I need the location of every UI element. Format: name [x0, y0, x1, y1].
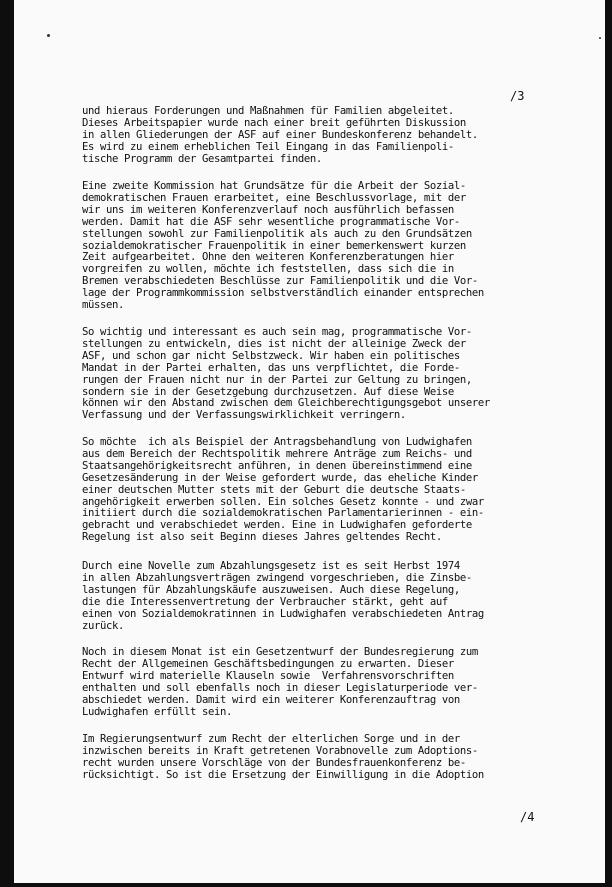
text-line: stellungen sowohl zur Familienpolitik als auch zu den Grundsätzen [82, 227, 472, 240]
text-line: demokratischen Frauen erarbeitet, eine Beschlussvorlage, mit der [82, 191, 466, 204]
text-line: Entwurf wird materielle Klauseln sowie Verfahrensvorschriften [82, 669, 454, 682]
text-line: Gesetzesänderung in der Weise gefordert wurde, das eheliche Kinder [82, 471, 478, 484]
paragraph [82, 181, 574, 312]
paragraph [82, 647, 574, 718]
scan-speck [47, 34, 50, 37]
text-line: in allen Abzahlungsverträgen zwingend vorgeschrieben, die Zinsbe- [82, 571, 472, 584]
scan-edge-bottom [0, 883, 612, 887]
text-line: Regelung ist also seit Beginn dieses Jahres geltendes Recht. [82, 531, 442, 544]
text-line: Dieses Arbeitspapier wurde nach einer breit geführten Diskussion [82, 116, 466, 129]
text-line: angehörigkeit erwerben sollen. Ein solches Gesetz konnte - und zwar [82, 495, 484, 508]
text-line: aus dem Bereich der Rechtspolitik mehrere Anträge zum Reichs- und [82, 447, 472, 460]
text-line: So möchte ich als Beispiel der Antragsbehandlung von Ludwighafen [82, 436, 472, 448]
text-line: Im Regierungsentwurf zum Recht der elterlichen Sorge und in der [82, 733, 460, 745]
text-line: Verfassung und der Verfassungswirklichkeit verringern. [82, 409, 406, 422]
text-line: Es wird zu einem erheblichen Teil Eingang in das Familienpoli- [82, 140, 454, 153]
text-line: ASF, und schon gar nicht Selbstzweck. Wir haben ein politisches [82, 349, 460, 362]
text-line: sondern sie in der Gesetzgebung durchzusetzen. Auf diese Weise [82, 385, 454, 398]
scan-speck [599, 37, 601, 39]
text-line: inzwischen bereits in Kraft getretenen Vorabnovelle zum Adoptions- [82, 744, 478, 757]
paragraph [82, 106, 574, 166]
paragraph [82, 734, 574, 782]
text-line: können wir den Abstand zwischen dem Gleichberechtigungsgebot unserer [82, 397, 490, 410]
text-line: enthalten und soll ebenfalls noch in dieser Legislaturperiode ver- [82, 681, 478, 694]
text-line: Mandat in der Partei erhalten, das uns verpflichtet, die Forde- [82, 361, 460, 374]
text-line: einen von Sozialdemokratinnen in Ludwighafen verabschiedeten Antrag [82, 607, 484, 620]
scan-edge-left [0, 0, 14, 887]
text-line: werden. Damit hat die ASF sehr wesentliche programmatische Vor- [82, 215, 460, 228]
text-line: in allen Gliederungen der ASF auf einer Bundeskonferenz behandelt. [82, 128, 478, 141]
text-line: Recht der Allgemeinen Geschäftsbedingungen zu erwarten. Dieser [82, 657, 454, 670]
text-line: Bremen verabschiedeten Beschlüsse zur Familienpolitik und die Vor- [82, 275, 478, 288]
text-line: und hieraus Forderungen und Maßnahmen für Familien abgeleitet. [82, 105, 454, 117]
paragraph [82, 561, 574, 632]
scan-edge-right [605, 0, 612, 887]
text-line: zurück. [82, 619, 124, 632]
text-line: lastungen für Abzahlungskäufe auszuweisen. Auch diese Regelung, [82, 583, 460, 596]
text-line: Staatsangehörigkeitsrecht anführen, in denen übereinstimmend eine [82, 459, 472, 472]
text-line: einer deutschen Mutter stets mit der Geburt die deutsche Staats- [82, 483, 466, 496]
text-line: müssen. [82, 299, 124, 312]
text-line: die die Interessenvertretung der Verbraucher stärkt, geht auf [82, 595, 448, 608]
page-number-bottom: /4 [520, 810, 535, 824]
text-line: abschiedet werden. Damit wird ein weiterer Konferenzauftrag von [82, 693, 460, 706]
text-line: sozialdemokratischer Frauenpolitik in einer bemerkenswert kurzen [82, 239, 466, 252]
text-line: Zeit aufgearbeitet. Ohne den weiteren Konferenzberatungen hier [82, 251, 454, 264]
text-line: rungen der Frauen nicht nur in der Partei zur Geltung zu bringen, [82, 373, 472, 386]
text-line: Noch in diesem Monat ist ein Gesetzentwurf der Bundesregierung zum [82, 646, 478, 658]
paragraph [82, 327, 574, 422]
page-number-top: /3 [510, 89, 525, 103]
text-line: initiiert durch die sozialdemokratischen Parlamentarierinnen - ein- [82, 507, 484, 520]
text-line: recht wurden unsere Vorschläge von der Bundesfrauenkonferenz be- [82, 756, 466, 769]
text-line: Ludwighafen erfüllt sein. [82, 705, 232, 718]
text-line: Durch eine Novelle zum Abzahlungsgesetz ist es seit Herbst 1974 [82, 560, 460, 572]
text-line: rücksichtigt. So ist die Ersetzung der Einwilligung in die Adoption [82, 768, 484, 781]
text-line: vorgreifen zu wollen, möchte ich feststellen, dass sich die in [82, 263, 454, 276]
paragraph [82, 437, 574, 544]
text-line: gebracht und verabschiedet werden. Eine in Ludwighafen geforderte [82, 519, 472, 532]
text-line: wir uns im weiteren Konferenzverlauf noch ausführlich befassen [82, 203, 454, 216]
text-line: tische Programm der Gesamtpartei finden. [82, 152, 322, 165]
text-line: stellungen zu entwickeln, dies ist nicht der alleinige Zweck der [82, 337, 466, 350]
text-line: So wichtig und interessant es auch sein mag, programmatische Vor- [82, 326, 472, 338]
text-line: lage der Programmkommission selbstverständlich einander entsprechen [82, 287, 484, 300]
text-line: Eine zweite Kommission hat Grundsätze für die Arbeit der Sozial- [82, 180, 466, 192]
